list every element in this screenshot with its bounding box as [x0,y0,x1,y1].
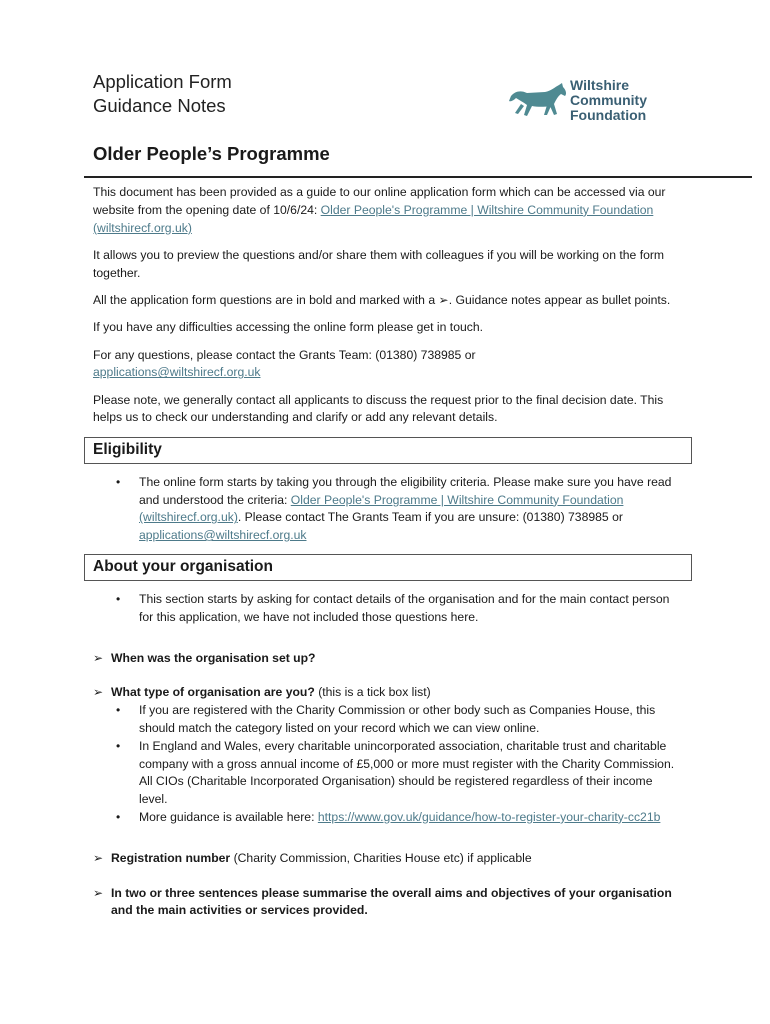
list-item: • If you are registered with the Charity Commission or other body such as Companies House, this should match the category listed on your record which we can view online. [139,702,683,738]
question-text: In two or three sentences please summarise the overall aims and objectives of your organisation and the main activities or services provided. [111,885,672,918]
arrow-icon: ➢ [93,885,104,900]
arrow-icon: ➢ [93,650,104,665]
logo-line3: Foundation [570,107,647,123]
list-item: • This section starts by asking for contact details of the organisation and for the main contact person for this application, we have not included those questions here. [139,591,683,627]
title-divider [84,176,752,178]
eligibility-list [93,474,683,545]
arrow-icon: ➢ [438,292,449,307]
question-organisation-type [93,684,683,702]
question-aims-summary [93,885,683,921]
list-item: • In England and Wales, every charitable unincorporated association, charitable trust and charitable company with a gross annual income of £5,000 or more must register with the Charity Commission. All CIOs (Charitable Incorporated Organisation) should be registered regardless of their income level. [139,738,683,809]
question-note: (this is a tick box list) [314,685,431,700]
intro-paragraph-1 [93,184,683,237]
question-text: When was the organisation set up? [111,650,316,665]
intro-text-3a: All the application form questions are in bold and marked with a [93,292,439,307]
list-item [139,809,683,827]
about-list [93,591,683,627]
intro-text-3b: . Guidance notes appear as bullet points. [448,292,671,307]
logo-line1: Wiltshire [570,77,629,93]
eligibility-text-1: The online form starts by taking you through the eligibility criteria. Please make sure you have read and understood the criteria: [139,474,672,507]
question-text: Registration number [111,850,231,865]
question-text: What type of organisation are you? [111,685,315,700]
header-title-line1: Application Form [93,71,232,92]
email-link[interactable]: applications@wiltshirecf.org.uk [93,365,261,380]
horse-logo-icon [507,82,569,122]
question-registration-number [93,850,683,868]
eligibility-text-2: . Please contact The Grants Team if you are unsure: (01380) 738985 or [237,510,623,525]
intro-paragraph-6: Please note, we generally contact all applicants to discuss the request prior to the final decision date. This helps us to check our understanding and clarify or add any relevant details. [93,392,664,425]
question-note: (Charity Commission, Charities House etc) if applicable [230,850,532,865]
programme-title: Older People’s Programme [93,143,330,164]
document-body [93,184,683,920]
question-setup-date [93,650,683,668]
guidance-text: More guidance is available here: [139,809,318,824]
programme-link[interactable]: Older People's Programme | Wiltshire Community Foundation (wiltshirecf.org.uk) [93,202,654,235]
eligibility-heading: Eligibility [84,437,692,464]
intro-paragraph-4: If you have any difficulties accessing the online form please get in touch. [93,320,484,335]
logo-text [570,78,647,123]
foundation-logo [500,74,670,130]
intro-paragraph-3 [93,292,683,310]
gov-guidance-link[interactable]: https://www.gov.uk/guidance/how-to-register-your-charity-cc21b [317,809,661,824]
criteria-link[interactable]: Older People's Programme | Wiltshire Community Foundation (wiltshirecf.org.uk) [139,492,624,525]
document-header [93,70,232,118]
intro-paragraph-2: It allows you to preview the questions and/or share them with colleagues if you will be working on the form together. [93,247,665,280]
header-title-line2: Guidance Notes [93,95,226,116]
contact-text: For any questions, please contact the Grants Team: (01380) 738985 or [93,347,476,362]
arrow-icon: ➢ [93,685,104,700]
logo-line2: Community [570,92,647,108]
about-organisation-heading: About your organisation [84,554,692,581]
arrow-icon: ➢ [93,850,104,865]
organisation-type-guidance [93,702,683,827]
intro-paragraph-5 [93,347,683,383]
intro-text-1: This document has been provided as a guide to our online application form which can be accessed via our website from the opening date of 10/6/24: [93,185,666,217]
email-link[interactable]: applications@wiltshirecf.org.uk [139,528,307,543]
list-item [139,474,683,545]
